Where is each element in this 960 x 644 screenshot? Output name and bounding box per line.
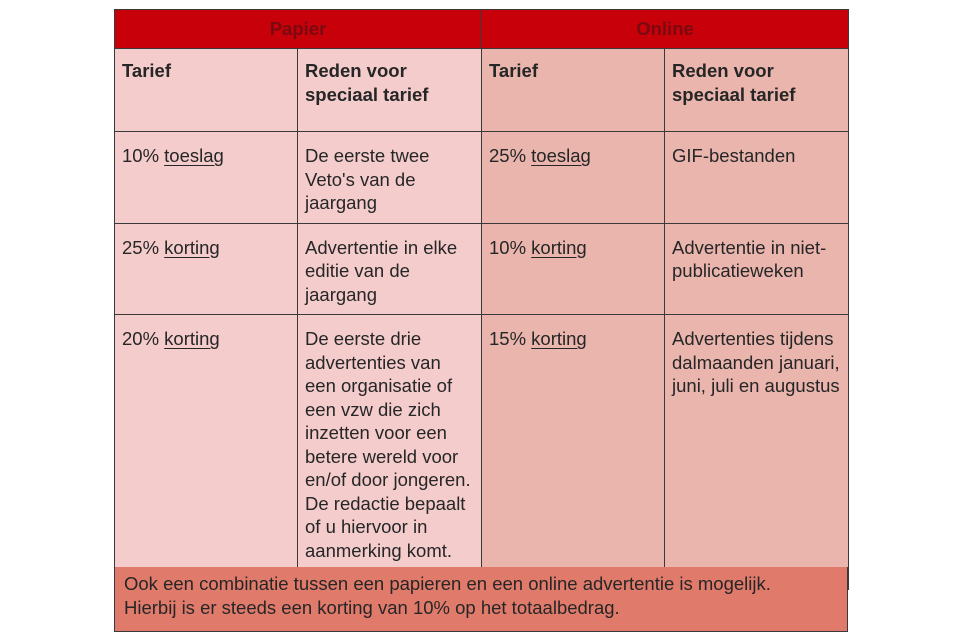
paper-rate-cell <box>115 132 298 224</box>
paper-reason-cell: Advertentie in elke editie van de jaargang <box>298 223 482 315</box>
online-rate-cell <box>482 223 665 315</box>
online-rate-cell <box>482 315 665 590</box>
paper-reason-cell: De eerste twee Veto's van de jaargang <box>298 132 482 224</box>
online-reden-header: Reden voor speciaal tarief <box>665 49 849 132</box>
paper-rate-percentage: 25% <box>122 236 160 258</box>
combination-note <box>114 567 848 632</box>
paper-reden-header: Reden voor speciaal tarief <box>298 49 482 132</box>
group-header-paper: Papier <box>115 10 482 49</box>
online-rate-percentage: 15% <box>489 328 527 349</box>
paper-reason-cell: De eerste drie advertenties van een organisatie of een vzw die zich inzetten voor een betere wereld voor en/of door jongeren. De redactie bepaalt of u hiervoor in aanmerking komt. <box>298 315 482 590</box>
online-tarief-header: Tarief <box>482 49 665 132</box>
combination-note-line-1: Ook een combinatie tussen een papieren en een online advertentie is mogelijk. <box>124 573 771 594</box>
paper-rate-type: korting <box>164 236 220 258</box>
online-reason-cell: Advertenties tijdens dalmaanden januari, juni, juli en augustus <box>665 315 849 590</box>
paper-rate-type: korting <box>164 328 220 349</box>
paper-rate-cell <box>115 223 298 315</box>
online-rate-type: toeslag <box>531 145 591 166</box>
table-row <box>115 132 849 224</box>
table-row <box>115 223 849 315</box>
paper-tarief-header: Tarief <box>115 49 298 132</box>
online-rate-type: korting <box>531 236 587 258</box>
rates-table <box>114 9 849 590</box>
combination-note-line-2: Hierbij is er steeds een korting van 10% op het totaalbedrag. <box>124 597 620 618</box>
table-row <box>115 315 849 590</box>
group-header-online: Online <box>482 10 849 49</box>
paper-rate-percentage: 10% <box>122 145 160 166</box>
online-reason-cell: GIF-bestanden <box>665 132 849 224</box>
online-rate-cell <box>482 132 665 224</box>
paper-rate-type: toeslag <box>164 145 224 166</box>
paper-rate-percentage: 20% <box>122 328 160 349</box>
online-rate-type: korting <box>531 328 587 349</box>
group-header-row <box>115 10 849 49</box>
online-rate-percentage: 10% <box>489 236 527 258</box>
paper-rate-cell <box>115 315 298 590</box>
online-rate-percentage: 25% <box>489 145 527 166</box>
column-header-row <box>115 49 849 132</box>
online-reason-cell: Advertentie in niet-publicatieweken <box>665 223 849 315</box>
